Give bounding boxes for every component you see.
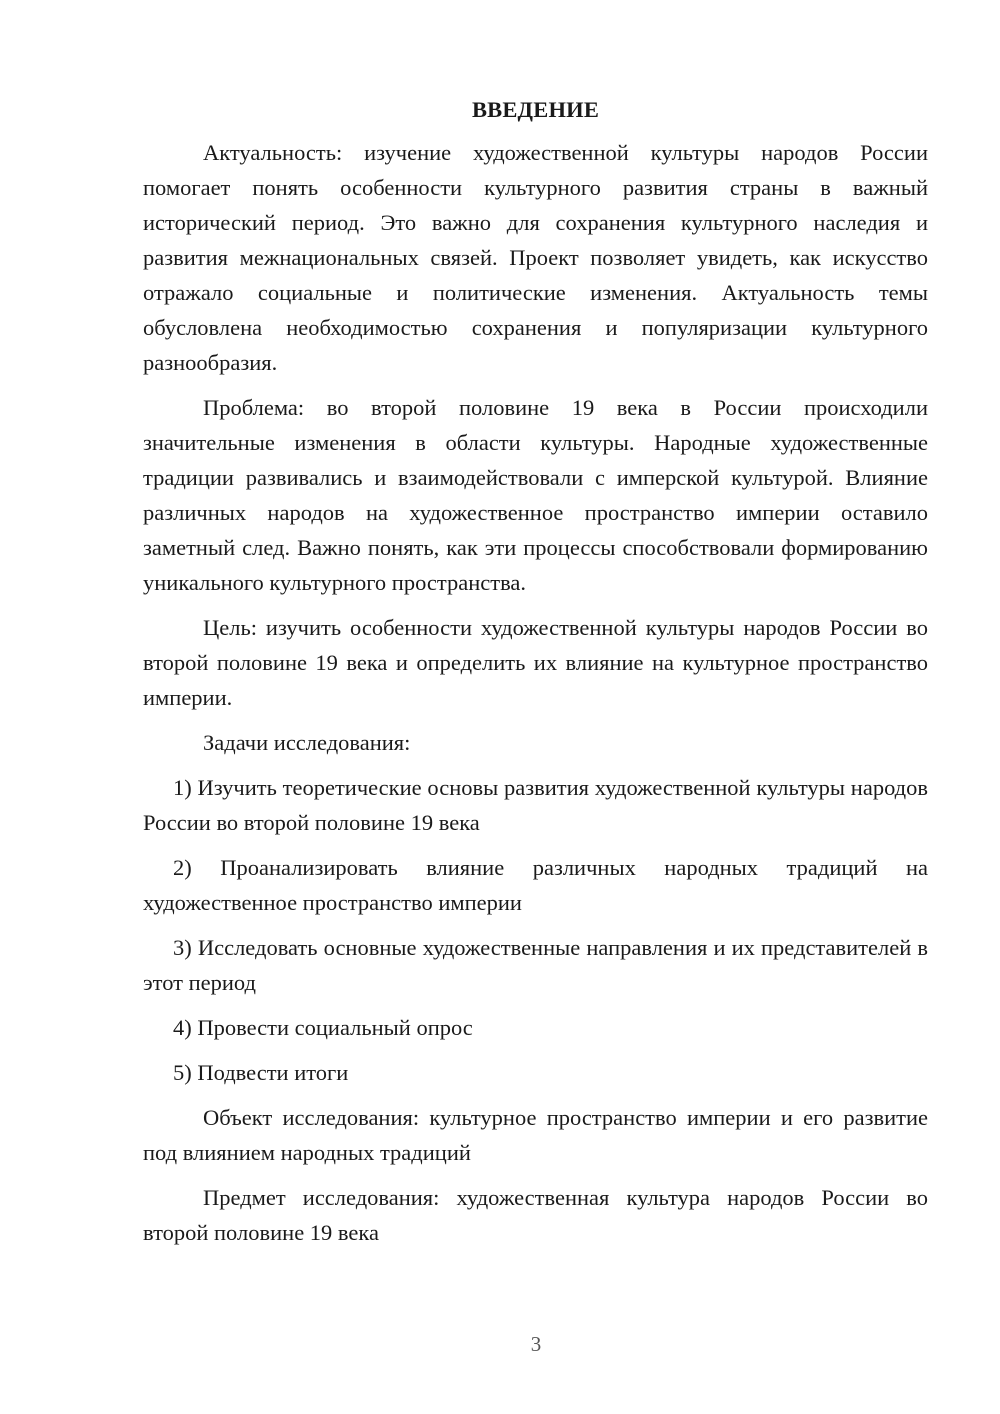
section-title: ВВЕДЕНИЕ: [471, 97, 600, 122]
page-number: 3: [530, 1332, 542, 1356]
task-item: 1) Изучить теоретические основы развития художественной культуры народов России во второй половине 19 века: [143, 775, 928, 835]
paragraph-relevance: Актуальность: изучение художественной культуры народов России помогает понять особенности культурного развития страны в важный исторический период. Это важно для сохранения культурного наследия и развития межнациональных связей. Проект позволяет увидеть, как искусство отражало социальные и политические изменения. Актуальность темы обусловлена необходимостью сохранения и популяризации культурного разнообразия.: [143, 140, 928, 375]
task-item: 5) Подвести итоги: [173, 1060, 349, 1085]
task-item: 2) Проанализировать влияние различных народных традиций на художественное пространство империи: [143, 855, 928, 915]
paragraph-goal: Цель: изучить особенности художественной культуры народов России во второй половине 19 века и определить их влияние на культурное пространство империи.: [143, 615, 928, 710]
paragraph-subject: Предмет исследования: художественная культура народов России во второй половине 19 века: [143, 1185, 928, 1245]
task-item: 4) Провести социальный опрос: [173, 1015, 473, 1040]
paragraph-problem: Проблема: во второй половине 19 века в России происходили значительные изменения в области культуры. Народные художественные традиции развивались и взаимодействовали с имперской культурой. Влияние различных народов на художественное пространство империи оставило заметный след. Важно понять, как эти процессы способствовали формированию уникального культурного пространства.: [143, 395, 928, 595]
page-content: [143, 92, 928, 1260]
tasks-heading: Задачи исследования:: [203, 730, 411, 755]
task-item: 3) Исследовать основные художественные направления и их представителей в этот период: [143, 935, 928, 995]
paragraph-object: Объект исследования: культурное пространство империи и его развитие под влиянием народных традиций: [143, 1105, 928, 1165]
